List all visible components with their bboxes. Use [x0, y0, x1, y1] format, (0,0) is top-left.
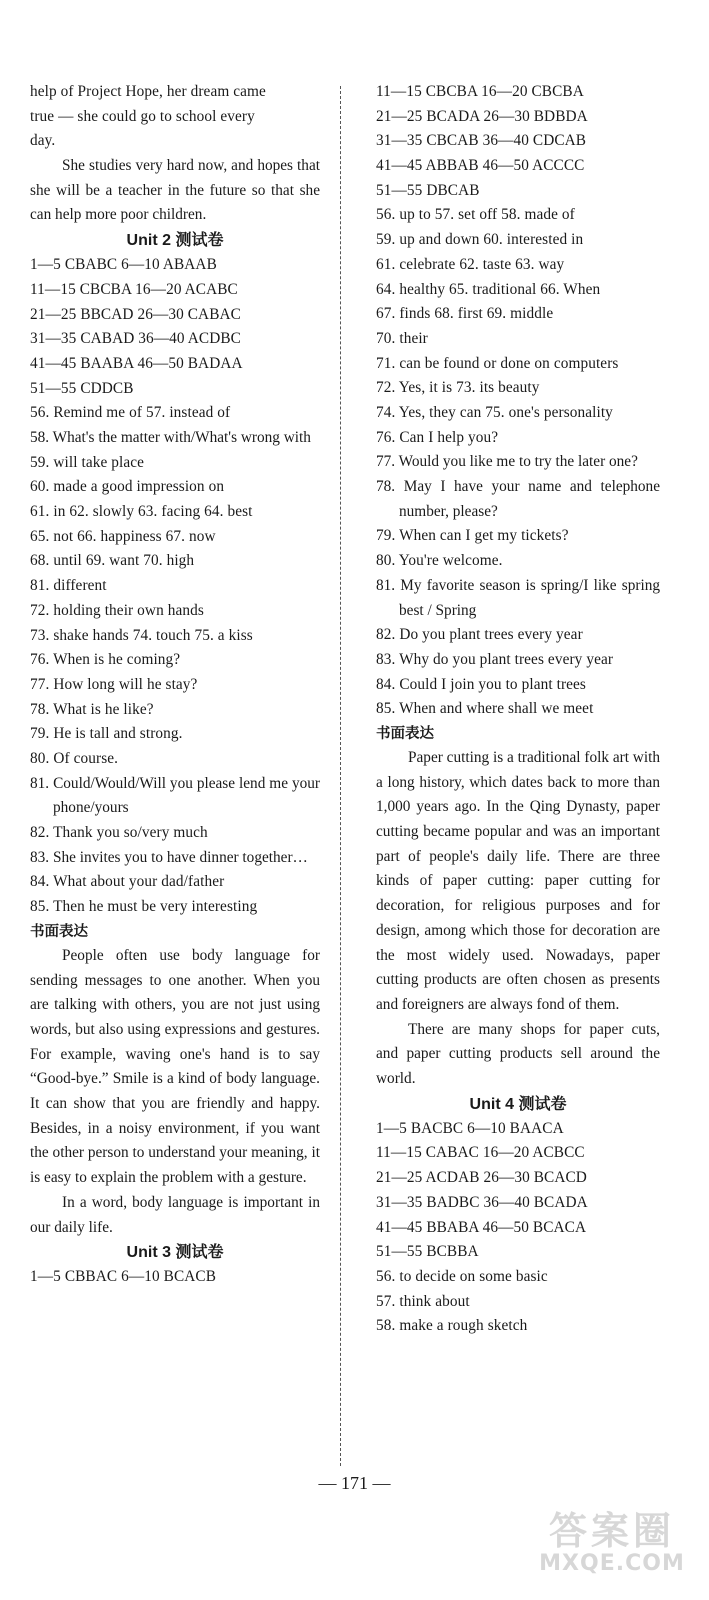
- answer-line: 74. Yes, they can 75. one's personality: [376, 403, 613, 421]
- answer-line: 31—35 CABAD 36—40 ACDBC: [30, 330, 241, 348]
- answer-line: 56. Remind me of 57. instead of: [30, 404, 231, 422]
- answer-line: 73. shake hands 74. touch 75. a kiss: [30, 626, 253, 644]
- writing-label: 书面表达: [376, 725, 434, 742]
- answer-line: 1—5 CBBAC 6—10 BCACB: [30, 1268, 217, 1286]
- answer-line: 77. How long will he stay?: [30, 675, 198, 693]
- answer-line: 83. Why do you plant trees every year: [376, 650, 614, 668]
- answer-line: 31—35 CBCAB 36—40 CDCAB: [376, 132, 587, 150]
- answer-line: 80. You're welcome.: [376, 552, 503, 570]
- answer-line: 64. healthy 65. traditional 66. When: [376, 280, 601, 298]
- intro-line: true — she could go to school every: [30, 107, 255, 125]
- answer-line: 72. holding their own hands: [30, 601, 204, 619]
- answer-item-83: 83. She invites you to have dinner together…: [30, 848, 308, 866]
- writing-paragraph: In a word, body language is important in our daily life.: [30, 1193, 320, 1236]
- answer-line: 51—55 DBCAB: [376, 181, 480, 199]
- answer-line: 72. Yes, it is 73. its beauty: [376, 379, 540, 397]
- answer-line: 61. in 62. slowly 63. facing 64. best: [30, 503, 253, 521]
- answer-line: 56. up to 57. set off 58. made of: [376, 206, 575, 224]
- answer-line: 11—15 CBCBA 16—20 CBCBA: [376, 83, 584, 100]
- answer-line: 65. not 66. happiness 67. now: [30, 527, 216, 545]
- answer-line: 76. Can I help you?: [376, 428, 499, 446]
- answer-line: 82. Thank you so/very much: [30, 824, 208, 842]
- answer-line: 59. up and down 60. interested in: [376, 231, 584, 249]
- answer-line: 79. When can I get my tickets?: [376, 527, 569, 545]
- answer-line: 11—15 CABAC 16—20 ACBCC: [376, 1144, 585, 1162]
- answer-line: 51—55 CDDCB: [30, 379, 134, 397]
- answer-line: 56. to decide on some basic: [376, 1267, 548, 1285]
- writing-paragraph: There are many shops for paper cuts, and paper cutting products sell around the world.: [376, 1020, 660, 1088]
- answer-line: 81. different: [30, 577, 107, 595]
- unit4-heading: Unit 4 测试卷: [469, 1095, 567, 1113]
- page-number: — 171 —: [318, 1473, 391, 1493]
- answer-line: 41—45 BAABA 46—50 BADAA: [30, 354, 243, 372]
- answer-line: 21—25 BCADA 26—30 BDBDA: [376, 107, 588, 125]
- column-divider: [340, 86, 341, 1466]
- writing-label: 书面表达: [30, 923, 88, 940]
- watermark-text: 答案圈: [548, 1509, 675, 1553]
- intro-line: help of Project Hope, her dream came: [30, 83, 266, 100]
- answer-line: 70. their: [376, 329, 428, 347]
- writing-paragraph: People often use body language for sending messages to one another. When you are talking with others, you are not just using words, but also using expressions and gestures. For example, waving one's hand is to say “Good-bye.” Smile is a kind of body language. It can show that you are friendly and happy. Besides, in a noisy environment, if you want the other person to understand your meaning, it is easy to explain the problem with a gesture.: [30, 946, 320, 1187]
- right-column: [376, 80, 660, 1339]
- answer-line: 80. Of course.: [30, 749, 119, 767]
- answer-line: 31—35 BADBC 36—40 BCADA: [376, 1193, 588, 1211]
- unit3-heading: Unit 3 测试卷: [126, 1244, 224, 1262]
- answer-line: 21—25 BBCAD 26—30 CABAC: [30, 305, 241, 323]
- answer-line: 71. can be found or done on computers: [376, 354, 619, 372]
- answer-line: 67. finds 68. first 69. middle: [376, 305, 554, 323]
- answer-line: 57. think about: [376, 1292, 470, 1310]
- answer-line: 84. What about your dad/father: [30, 873, 225, 891]
- answer-line: 85. Then he must be very interesting: [30, 898, 258, 916]
- answer-line: 79. He is tall and strong.: [30, 725, 183, 743]
- writing-paragraph: Paper cutting is a traditional folk art with a long history, which dates back to more than 1,000 years ago. In the Qing Dynasty, paper cutting became popular and was an important part of people's daily life. There are three kinds of paper cutting: paper cutting for decoration, for religious purposes and for design, among which those for decoration are the most widely used. Nowadays, paper cutting products are often chosen as presents and foreigners are always fond of them.: [376, 748, 660, 1013]
- answer-item-78: 78. May I have your name and telephone number, please?: [376, 478, 660, 520]
- intro-line: day.: [30, 132, 56, 150]
- answer-line: 1—5 CBABC 6—10 ABAAB: [30, 256, 217, 274]
- left-column: [30, 80, 320, 1290]
- answer-line: 68. until 69. want 70. high: [30, 552, 195, 570]
- answer-line: 21—25 ACDAB 26—30 BCACD: [376, 1169, 587, 1187]
- watermark-logo: [527, 1510, 697, 1580]
- answer-line: 51—55 BCBBA: [376, 1243, 479, 1261]
- unit2-heading: Unit 2 测试卷: [126, 232, 224, 250]
- intro-paragraph: She studies very hard now, and hopes that she will be a teacher in the future so that she can help more poor children.: [30, 157, 320, 224]
- answer-item-81: 81. Could/Would/Will you please lend me your phone/yours: [30, 774, 320, 817]
- answer-line: 1—5 BACBC 6—10 BAACA: [376, 1119, 564, 1137]
- answer-line: 78. What is he like?: [30, 700, 154, 718]
- answer-line: 82. Do you plant trees every year: [376, 626, 583, 644]
- answer-item-58: 58. What's the matter with/What's wrong with: [30, 428, 311, 446]
- answer-line: 61. celebrate 62. taste 63. way: [376, 255, 565, 273]
- answer-line: 60. made a good impression on: [30, 478, 225, 496]
- answer-line: 84. Could I join you to plant trees: [376, 675, 586, 693]
- answer-line: 76. When is he coming?: [30, 651, 181, 669]
- answer-line: 58. make a rough sketch: [376, 1317, 528, 1335]
- watermark-url: MXQE.COM: [539, 1551, 685, 1576]
- answer-line: 59. will take place: [30, 453, 145, 471]
- answer-item-77: 77. Would you like me to try the later one?: [376, 453, 638, 471]
- answer-line: 85. When and where shall we meet: [376, 700, 594, 718]
- answer-line: 41—45 BBABA 46—50 BCACA: [376, 1218, 587, 1236]
- answer-line: 11—15 CBCBA 16—20 ACABC: [30, 280, 238, 298]
- answer-item-81: 81. My favorite season is spring/I like spring best / Spring: [376, 576, 660, 619]
- answer-line: 41—45 ABBAB 46—50 ACCCC: [376, 157, 585, 175]
